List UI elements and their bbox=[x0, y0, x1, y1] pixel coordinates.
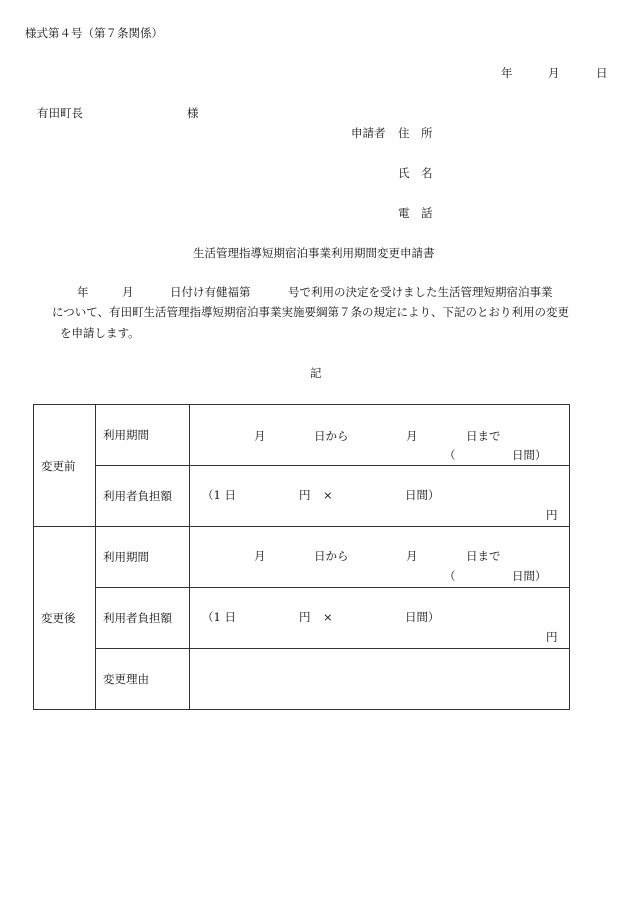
before-cost-field[interactable] bbox=[190, 466, 570, 527]
table-row bbox=[34, 466, 570, 527]
period-month2: 月 bbox=[406, 429, 418, 443]
reason-field[interactable] bbox=[190, 649, 570, 710]
after-cost-field[interactable] bbox=[190, 588, 570, 649]
after-group-label: 変更後 bbox=[34, 527, 96, 710]
body-month: 月 bbox=[122, 285, 134, 299]
period-days: 日間） bbox=[512, 569, 547, 583]
applicant-name-label: 氏 名 bbox=[398, 166, 433, 180]
period-until: 日まで bbox=[466, 549, 501, 563]
body-line1-rest: 号で利用の決定を受けました生活管理短期宿泊事業 bbox=[288, 285, 553, 299]
period-month1: 月 bbox=[254, 549, 266, 563]
period-month1: 月 bbox=[254, 429, 266, 443]
addressee-name: 有田町長 bbox=[37, 106, 83, 120]
cost-total-yen: 円 bbox=[546, 630, 558, 644]
before-cost-label: 利用者負担額 bbox=[96, 466, 190, 527]
cost-days: 日間） bbox=[405, 610, 440, 624]
applicant-label: 申請者 bbox=[351, 126, 386, 140]
body-year: 年 bbox=[77, 285, 89, 299]
cost-times: × bbox=[323, 610, 333, 624]
after-period-field[interactable] bbox=[190, 527, 570, 588]
after-cost-label: 利用者負担額 bbox=[96, 588, 190, 649]
cost-yen: 円 bbox=[299, 488, 311, 502]
document-title: 生活管理指導短期宿泊事業利用期間変更申請書 bbox=[193, 246, 435, 260]
date-day: 日 bbox=[596, 66, 608, 80]
table-row bbox=[34, 405, 570, 466]
form-id: 様式第４号（第７条関係） bbox=[25, 26, 163, 40]
body-line2: について、有田町生活管理指導短期宿泊事業実施要綱第７条の規定により、下記のとおり利用の変更 bbox=[52, 305, 570, 319]
period-days: 日間） bbox=[512, 448, 547, 462]
table-row bbox=[34, 588, 570, 649]
date-year: 年 bbox=[501, 66, 513, 80]
cost-yen: 円 bbox=[299, 610, 311, 624]
ki-heading: 記 bbox=[310, 366, 322, 380]
applicant-address-label: 住 所 bbox=[398, 126, 433, 140]
period-until: 日まで bbox=[466, 429, 501, 443]
body-dated: 日付け有健福第 bbox=[170, 285, 251, 299]
cost-days: 日間） bbox=[405, 488, 440, 502]
table-row bbox=[34, 527, 570, 588]
cost-total-yen: 円 bbox=[546, 508, 558, 522]
addressee-honorific: 様 bbox=[187, 106, 199, 120]
period-paren-open: （ bbox=[444, 569, 456, 583]
applicant-phone-label: 電 話 bbox=[398, 206, 433, 220]
table-row bbox=[34, 649, 570, 710]
date-month: 月 bbox=[548, 66, 560, 80]
reason-label: 変更理由 bbox=[96, 649, 190, 710]
before-period-label: 利用期間 bbox=[96, 405, 190, 466]
before-period-field[interactable] bbox=[190, 405, 570, 466]
cost-times: × bbox=[323, 488, 333, 502]
period-month2: 月 bbox=[406, 549, 418, 563]
body-line3: を申請します。 bbox=[60, 326, 140, 340]
period-paren-open: （ bbox=[444, 448, 456, 462]
period-from: 日から bbox=[314, 429, 349, 443]
change-request-table bbox=[33, 404, 570, 710]
cost-per-day: （1 日 bbox=[202, 610, 236, 624]
after-period-label: 利用期間 bbox=[96, 527, 190, 588]
period-from: 日から bbox=[314, 549, 349, 563]
before-group-label: 変更前 bbox=[34, 405, 96, 527]
cost-per-day: （1 日 bbox=[202, 488, 236, 502]
